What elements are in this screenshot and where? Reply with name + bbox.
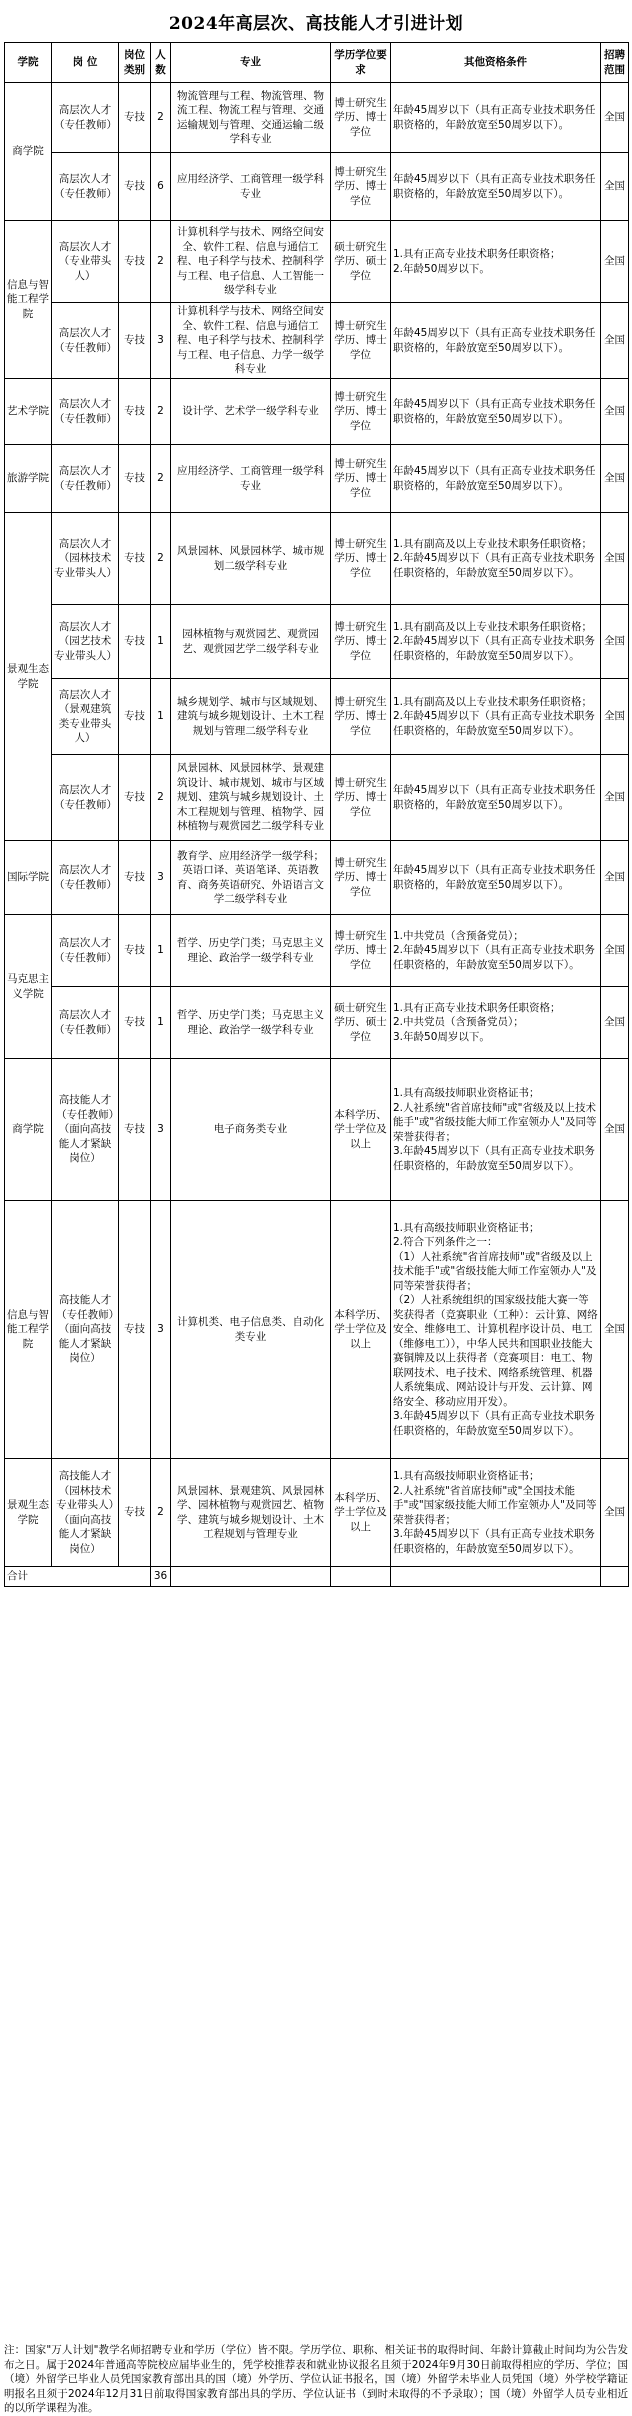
post-cell: 高层次人才（专任教师） bbox=[52, 755, 119, 841]
header-education: 学历学位要求 bbox=[331, 43, 391, 83]
header-category: 岗位类别 bbox=[119, 43, 151, 83]
college-cell: 马克思主义学院 bbox=[5, 915, 52, 1059]
post-cell: 高层次人才（专任教师） bbox=[52, 379, 119, 445]
post-cell: 高层次人才（专任教师） bbox=[52, 915, 119, 987]
major-cell: 电子商务类专业 bbox=[171, 1059, 331, 1201]
category-cell: 专技 bbox=[119, 153, 151, 221]
table-row bbox=[5, 841, 629, 915]
college-cell: 艺术学院 bbox=[5, 379, 52, 445]
post-cell: 高层次人才（专任教师） bbox=[52, 153, 119, 221]
education-cell: 博士研究生学历、博士学位 bbox=[331, 153, 391, 221]
header-major: 专业 bbox=[171, 43, 331, 83]
education-cell: 本科学历、学士学位及以上 bbox=[331, 1201, 391, 1459]
major-cell: 计算机科学与技术、网络空间安全、软件工程、信息与通信工程、电子科学与技术、控制科学与工程、电子信息、人工智能一级学科专业 bbox=[171, 221, 331, 303]
college-cell: 旅游学院 bbox=[5, 445, 52, 513]
count-cell: 2 bbox=[151, 221, 171, 303]
scope-cell: 全国 bbox=[601, 1459, 629, 1567]
total-row bbox=[5, 1567, 629, 1587]
major-cell: 物流管理与工程、物流管理、物流工程、物流工程与管理、交通运输规划与管理、交通运输二级学科专业 bbox=[171, 83, 331, 153]
count-cell: 2 bbox=[151, 513, 171, 605]
total-count: 36 bbox=[151, 1567, 171, 1587]
scope-cell: 全国 bbox=[601, 605, 629, 679]
category-cell: 专技 bbox=[119, 379, 151, 445]
count-cell: 2 bbox=[151, 1459, 171, 1567]
count-cell: 1 bbox=[151, 605, 171, 679]
post-cell: 高层次人才（景观建筑类专业带头人） bbox=[52, 679, 119, 755]
major-cell: 风景园林、景观建筑、风景园林学、园林植物与观赏园艺、植物学、建筑与城乡规划设计、土木工程规划与管理专业 bbox=[171, 1459, 331, 1567]
other-conditions-cell: 年龄45周岁以下（具有正高专业技术职务任职资格的，年龄放宽至50周岁以下）。 bbox=[391, 83, 601, 153]
post-cell: 高层次人才（专任教师） bbox=[52, 841, 119, 915]
header-row bbox=[5, 43, 629, 83]
post-cell: 高技能人才（园林技术专业带头人）（面向高技能人才紧缺岗位） bbox=[52, 1459, 119, 1567]
major-cell: 计算机科学与技术、网络空间安全、软件工程、信息与通信工程、电子科学与技术、控制科学与工程、电子信息、力学一级学科专业 bbox=[171, 303, 331, 379]
table-row bbox=[5, 755, 629, 841]
category-cell: 专技 bbox=[119, 605, 151, 679]
count-cell: 2 bbox=[151, 83, 171, 153]
recruitment-table bbox=[4, 42, 629, 1587]
education-cell: 博士研究生学历、博士学位 bbox=[331, 513, 391, 605]
major-cell: 计算机类、电子信息类、自动化类专业 bbox=[171, 1201, 331, 1459]
count-cell: 2 bbox=[151, 379, 171, 445]
education-cell: 博士研究生学历、博士学位 bbox=[331, 303, 391, 379]
scope-cell: 全国 bbox=[601, 755, 629, 841]
scope-cell: 全国 bbox=[601, 679, 629, 755]
college-cell: 信息与智能工程学院 bbox=[5, 221, 52, 379]
table-row bbox=[5, 303, 629, 379]
scope-cell: 全国 bbox=[601, 1201, 629, 1459]
other-conditions-cell: 年龄45周岁以下（具有正高专业技术职务任职资格的，年龄放宽至50周岁以下）。 bbox=[391, 841, 601, 915]
major-cell: 应用经济学、工商管理一级学科专业 bbox=[171, 153, 331, 221]
education-cell: 博士研究生学历、博士学位 bbox=[331, 605, 391, 679]
major-cell: 园林植物与观赏园艺、观赏园艺、观赏园艺学二级学科专业 bbox=[171, 605, 331, 679]
scope-cell: 全国 bbox=[601, 221, 629, 303]
post-cell: 高层次人才（专任教师） bbox=[52, 83, 119, 153]
education-cell: 硕士研究生学历、硕士学位 bbox=[331, 987, 391, 1059]
total-empty-cell bbox=[171, 1567, 331, 1587]
table-row bbox=[5, 379, 629, 445]
education-cell: 博士研究生学历、博士学位 bbox=[331, 679, 391, 755]
education-cell: 博士研究生学历、博士学位 bbox=[331, 379, 391, 445]
count-cell: 1 bbox=[151, 679, 171, 755]
total-empty-cell bbox=[391, 1567, 601, 1587]
table-row bbox=[5, 679, 629, 755]
category-cell: 专技 bbox=[119, 987, 151, 1059]
other-conditions-cell: 年龄45周岁以下（具有正高专业技术职务任职资格的，年龄放宽至50周岁以下）。 bbox=[391, 379, 601, 445]
header-other-conditions: 其他资格条件 bbox=[391, 43, 601, 83]
scope-cell: 全国 bbox=[601, 915, 629, 987]
post-cell: 高层次人才（专任教师） bbox=[52, 303, 119, 379]
table-row bbox=[5, 987, 629, 1059]
category-cell: 专技 bbox=[119, 841, 151, 915]
count-cell: 1 bbox=[151, 987, 171, 1059]
header-scope: 招聘范围 bbox=[601, 43, 629, 83]
post-cell: 高层次人才（专业带头人） bbox=[52, 221, 119, 303]
post-cell: 高层次人才（专任教师） bbox=[52, 987, 119, 1059]
education-cell: 博士研究生学历、博士学位 bbox=[331, 915, 391, 987]
category-cell: 专技 bbox=[119, 1201, 151, 1459]
scope-cell: 全国 bbox=[601, 841, 629, 915]
scope-cell: 全国 bbox=[601, 303, 629, 379]
major-cell: 设计学、艺术学一级学科专业 bbox=[171, 379, 331, 445]
total-empty-cell bbox=[331, 1567, 391, 1587]
header-post: 岗 位 bbox=[52, 43, 119, 83]
table-row bbox=[5, 915, 629, 987]
other-conditions-cell: 1.具有副高及以上专业技术职务任职资格； 2.年龄45周岁以下（具有正高专业技术职务任职资格的，年龄放宽至50周岁以下）。 bbox=[391, 605, 601, 679]
other-conditions-cell: 1.具有副高及以上专业技术职务任职资格； 2.年龄45周岁以下（具有正高专业技术职务任职资格的，年龄放宽至50周岁以下）。 bbox=[391, 513, 601, 605]
other-conditions-cell: 1.具有副高及以上专业技术职务任职资格； 2.年龄45周岁以下（具有正高专业技术职务任职资格的，年龄放宽至50周岁以下）。 bbox=[391, 679, 601, 755]
category-cell: 专技 bbox=[119, 1459, 151, 1567]
major-cell: 风景园林、风景园林学、城市规划二级学科专业 bbox=[171, 513, 331, 605]
post-cell: 高层次人才（专任教师） bbox=[52, 445, 119, 513]
post-cell: 高层次人才（园林技术专业带头人） bbox=[52, 513, 119, 605]
category-cell: 专技 bbox=[119, 303, 151, 379]
post-cell: 高层次人才（园艺技术专业带头人） bbox=[52, 605, 119, 679]
post-cell: 高技能人才（专任教师）（面向高技能人才紧缺岗位） bbox=[52, 1201, 119, 1459]
count-cell: 6 bbox=[151, 153, 171, 221]
education-cell: 博士研究生学历、博士学位 bbox=[331, 83, 391, 153]
college-cell: 景观生态学院 bbox=[5, 1459, 52, 1567]
page-title: 2024年高层次、高技能人才引进计划 bbox=[168, 13, 464, 34]
college-cell: 信息与智能工程学院 bbox=[5, 1201, 52, 1459]
total-empty-cell bbox=[601, 1567, 629, 1587]
education-cell: 本科学历、学士学位及以上 bbox=[331, 1459, 391, 1567]
footnote: 注：国家"万人计划"教学名师招聘专业和学历（学位）皆不限。学历学位、职称、相关证书的取得时间、年龄计算截止时间均为公告发布之日。属于2024年普通高等院校应届毕业生的，凭学校推荐表和就业协议报名且须于2024年9月30日前取得相应的学历、学位；国（境）外留学已毕业人员凭国家教育部出具的国（境）外学历、学位认证书报名，国（境）外留学未毕业人员凭国（境）外学校学籍证明报名且须于2024年12月31日前取得国家教育部出具的学历、学位认证书（到时未取得的不予录取）；国（境）外留学人员专业相近的以所学课程为准。 bbox=[4, 2344, 628, 2414]
other-conditions-cell: 年龄45周岁以下（具有正高专业技术职务任职资格的，年龄放宽至50周岁以下）。 bbox=[391, 755, 601, 841]
major-cell: 哲学、历史学门类；马克思主义理论、政治学一级学科专业 bbox=[171, 915, 331, 987]
table-row bbox=[5, 605, 629, 679]
scope-cell: 全国 bbox=[601, 379, 629, 445]
table-row bbox=[5, 1459, 629, 1567]
other-conditions-cell: 年龄45周岁以下（具有正高专业技术职务任职资格的，年龄放宽至50周岁以下）。 bbox=[391, 153, 601, 221]
count-cell: 1 bbox=[151, 915, 171, 987]
other-conditions-cell: 1.具有正高专业技术职务任职资格； 2.年龄50周岁以下。 bbox=[391, 221, 601, 303]
count-cell: 3 bbox=[151, 1059, 171, 1201]
scope-cell: 全国 bbox=[601, 83, 629, 153]
category-cell: 专技 bbox=[119, 679, 151, 755]
table-body bbox=[5, 83, 629, 1587]
college-cell: 商学院 bbox=[5, 1059, 52, 1201]
count-cell: 3 bbox=[151, 303, 171, 379]
major-cell: 城乡规划学、城市与区域规划、建筑与城乡规划设计、土木工程规划与管理二级学科专业 bbox=[171, 679, 331, 755]
count-cell: 2 bbox=[151, 445, 171, 513]
count-cell: 3 bbox=[151, 841, 171, 915]
table-row bbox=[5, 1201, 629, 1459]
other-conditions-cell: 1.中共党员（含预备党员）； 2.年龄45周岁以下（具有正高专业技术职务任职资格的，年龄放宽至50周岁以下）。 bbox=[391, 915, 601, 987]
major-cell: 应用经济学、工商管理一级学科专业 bbox=[171, 445, 331, 513]
other-conditions-cell: 1.具有高级技师职业资格证书； 2.符合下列条件之一： （1）人社系统"省首席技师"或"省级及以上技术能手"或"省级技能大师工作室领办人"及同等荣誉获得者； （2）人社系统组织的国家级技能大赛一等奖获得者（竞赛职业（工种）：云计算、网络安全、维修电工、计算机程序设计员、电工（维修电工）），中华人民共和国职业技能大赛铜牌及以上获得者（竞赛项目：电工、物联网技术、电子技术、网络系统管理、机器人系统集成、网站设计与开发、云计算、网络安全、移动应用开发）。 3.年龄45周岁以下（具有正高专业技术职务任职资格的，年龄放宽至50周岁以下）。 bbox=[391, 1201, 601, 1459]
education-cell: 博士研究生学历、博士学位 bbox=[331, 755, 391, 841]
education-cell: 本科学历、学士学位及以上 bbox=[331, 1059, 391, 1201]
category-cell: 专技 bbox=[119, 83, 151, 153]
table-row bbox=[5, 153, 629, 221]
post-cell: 高技能人才（专任教师）（面向高技能人才紧缺岗位） bbox=[52, 1059, 119, 1201]
scope-cell: 全国 bbox=[601, 987, 629, 1059]
count-cell: 2 bbox=[151, 755, 171, 841]
table-row bbox=[5, 221, 629, 303]
college-cell: 国际学院 bbox=[5, 841, 52, 915]
count-cell: 3 bbox=[151, 1201, 171, 1459]
table-row bbox=[5, 513, 629, 605]
major-cell: 教育学、应用经济学一级学科；英语口译、英语笔译、英语教育、商务英语研究、外语语言文学二级学科专业 bbox=[171, 841, 331, 915]
category-cell: 专技 bbox=[119, 513, 151, 605]
category-cell: 专技 bbox=[119, 1059, 151, 1201]
header-college: 学院 bbox=[5, 43, 52, 83]
other-conditions-cell: 1.具有高级技师职业资格证书； 2.人社系统"省首席技师"或"省级及以上技术能手"或"省级技能大师工作室领办人"及同等荣誉获得者； 3.年龄45周岁以下（具有正高专业技术职务任职资格的，年龄放宽至50周岁以下）。 bbox=[391, 1059, 601, 1201]
education-cell: 博士研究生学历、博士学位 bbox=[331, 841, 391, 915]
college-cell: 景观生态学院 bbox=[5, 513, 52, 841]
other-conditions-cell: 1.具有正高专业技术职务任职资格； 2.中共党员（含预备党员）； 3.年龄50周岁以下。 bbox=[391, 987, 601, 1059]
major-cell: 哲学、历史学门类；马克思主义理论、政治学一级学科专业 bbox=[171, 987, 331, 1059]
college-cell: 商学院 bbox=[5, 83, 52, 221]
other-conditions-cell: 年龄45周岁以下（具有正高专业技术职务任职资格的，年龄放宽至50周岁以下）。 bbox=[391, 445, 601, 513]
table-row bbox=[5, 83, 629, 153]
table-row bbox=[5, 445, 629, 513]
category-cell: 专技 bbox=[119, 221, 151, 303]
category-cell: 专技 bbox=[119, 755, 151, 841]
header-count: 人数 bbox=[151, 43, 171, 83]
scope-cell: 全国 bbox=[601, 445, 629, 513]
other-conditions-cell: 1.具有高级技师职业资格证书； 2.人社系统"省首席技师"或"全国技术能手"或"国家级技能大师工作室领办人"及同等荣誉获得者； 3.年龄45周岁以下（具有正高专业技术职务任职资格的，年龄放宽至50周岁以下）。 bbox=[391, 1459, 601, 1567]
education-cell: 硕士研究生学历、硕士学位 bbox=[331, 221, 391, 303]
total-label: 合计 bbox=[5, 1567, 151, 1587]
table-row bbox=[5, 1059, 629, 1201]
scope-cell: 全国 bbox=[601, 153, 629, 221]
category-cell: 专技 bbox=[119, 915, 151, 987]
category-cell: 专技 bbox=[119, 445, 151, 513]
scope-cell: 全国 bbox=[601, 513, 629, 605]
other-conditions-cell: 年龄45周岁以下（具有正高专业技术职务任职资格的，年龄放宽至50周岁以下）。 bbox=[391, 303, 601, 379]
major-cell: 风景园林、风景园林学、景观建筑设计、城市规划、城市与区域规划、建筑与城乡规划设计、土木工程规划与管理、植物学、园林植物与观赏园艺二级学科专业 bbox=[171, 755, 331, 841]
education-cell: 博士研究生学历、博士学位 bbox=[331, 445, 391, 513]
scope-cell: 全国 bbox=[601, 1059, 629, 1201]
